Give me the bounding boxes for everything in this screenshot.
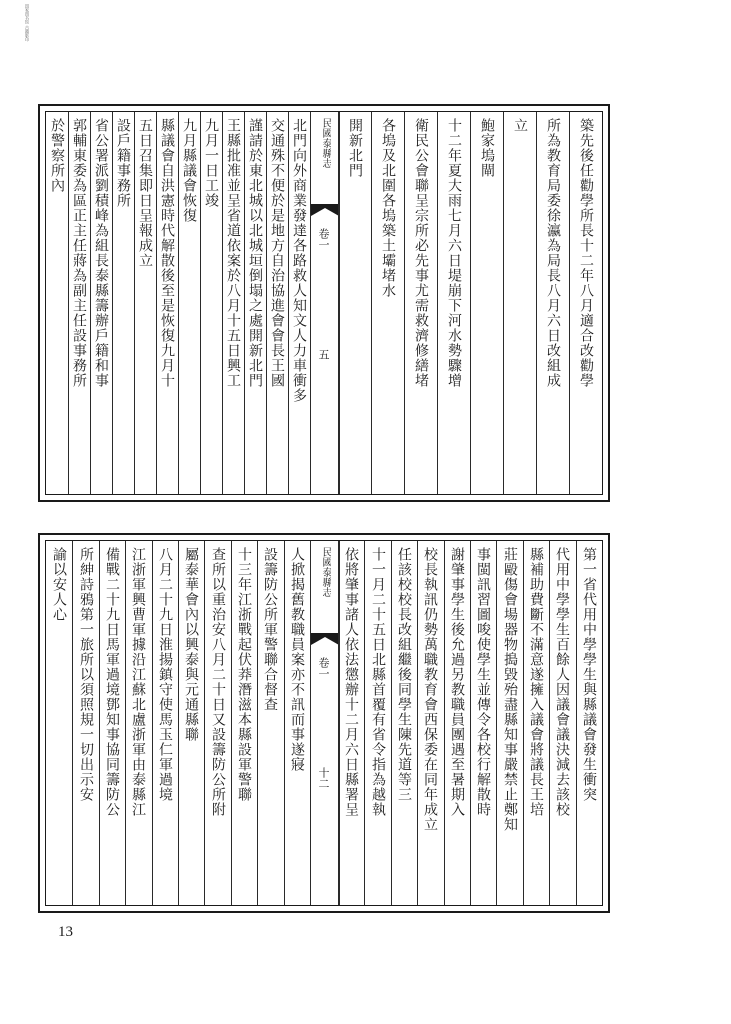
text-column: 省公署派劉積峰為組長泰縣籌辦戶籍和事 — [93, 118, 109, 388]
column-rule — [200, 112, 201, 494]
text-column: 諭以安人心 — [51, 547, 67, 622]
column-rule — [523, 541, 524, 905]
text-column: 第一省代用中學學生與縣議會發生衝突 — [581, 547, 597, 802]
text-column: 莊毆傷會場器物搗毀殆盡縣知事嚴禁止鄭知 — [502, 547, 518, 832]
text-column: 開新北門 — [347, 118, 363, 178]
column-rule — [68, 112, 69, 494]
text-column: 江浙軍興曹軍據沿江蘇北盧浙軍由泰縣江 — [130, 547, 146, 817]
column-rule — [266, 112, 267, 494]
column-rule — [569, 112, 570, 494]
text-column: 依將肇事諸人依法懲辦十二月六日縣署呈 — [343, 547, 359, 817]
text-column: 謝肇事學生後允過另教職員團遇至暑期入 — [449, 547, 465, 817]
column-rule — [338, 112, 339, 494]
text-column: 所為教育局委徐瀛為局長八月六日改組成 — [545, 118, 561, 388]
column-rule — [536, 112, 537, 494]
column-rule — [231, 541, 232, 905]
column-rule — [444, 541, 445, 905]
fishtail-mark-icon — [311, 633, 339, 651]
text-column: 人掀揭舊教職員案亦不訊而事遂寢 — [289, 547, 305, 772]
column-rule — [288, 112, 289, 494]
text-column: 縣議會自洪憲時代解散後至是恢復九月十 — [159, 118, 175, 388]
text-column: 築先後任勸學所長十二年八月適合改勸學 — [578, 118, 594, 388]
column-rule — [99, 541, 100, 905]
text-column: 交通殊不便於是地方自治協進會會長王國 — [269, 118, 285, 388]
column-rule — [576, 541, 577, 905]
text-column: 王縣批准並呈省道依案於八月十五日興工 — [225, 118, 241, 388]
text-column: 五日召集即日呈報成立 — [137, 118, 153, 268]
text-column: 任該校校長改組繼後同學生陳先道等三 — [396, 547, 412, 802]
text-column: 設籌防公所軍警聯合督查 — [262, 547, 278, 712]
top-page-frame — [45, 111, 603, 495]
center-page-number: 五 — [317, 349, 330, 360]
column-rule — [404, 112, 405, 494]
column-rule — [90, 112, 91, 494]
column-rule — [72, 541, 73, 905]
text-column: 設戶籍事務所 — [115, 118, 131, 208]
center-page-number: 十二 — [317, 767, 330, 789]
library-stamp: 国家图书馆 古籍影印 — [25, 4, 30, 42]
column-rule — [437, 112, 438, 494]
column-rule — [496, 541, 497, 905]
text-column: 十三年江浙戰起伏莽潛滋本縣設軍警聯 — [236, 547, 252, 802]
column-rule — [364, 541, 365, 905]
center-title: 民國泰縣志 — [320, 547, 331, 597]
column-rule — [222, 112, 223, 494]
text-column: 於警察所內 — [49, 118, 65, 193]
text-column: 郭輔東委為區正主任蔣為副主任設事務所 — [71, 118, 87, 388]
column-rule — [178, 541, 179, 905]
text-column: 代用中學學生百餘人因議會議決減去該校 — [554, 547, 570, 817]
text-column: 北門向外商業發達各路救人知文人力車衝多 — [291, 118, 307, 403]
text-column: 縣補助費斷不滿意遂擁入議會將議長王培 — [528, 547, 544, 817]
center-fold-band — [310, 112, 340, 494]
center-title: 民國泰縣志 — [320, 118, 331, 168]
column-rule — [338, 541, 339, 905]
column-rule — [257, 541, 258, 905]
fishtail-mark-icon — [311, 204, 339, 222]
column-rule — [470, 112, 471, 494]
text-column: 備戰二十九日馬軍過境鄧知事協同籌防公 — [104, 547, 120, 817]
text-column: 九月一日工竣 — [203, 118, 219, 208]
text-column: 十一月二十五日北縣首覆有省令指為越執 — [370, 547, 386, 817]
column-rule — [134, 112, 135, 494]
text-column: 八月二十九日淮揚鎮守使馬玉仁軍過境 — [157, 547, 173, 802]
column-rule — [284, 541, 285, 905]
text-column: 九月縣議會恢復 — [181, 118, 197, 223]
text-column: 謹請於東北城以北城垣倒塌之處開新北門 — [247, 118, 263, 388]
text-column: 十二年夏大雨七月六日堤崩下河水勢驟增 — [446, 118, 462, 388]
column-rule — [371, 112, 372, 494]
text-column: 各塢及北圍各塢築土壩堵水 — [380, 118, 396, 298]
column-rule — [244, 112, 245, 494]
bottom-page — [38, 533, 610, 913]
center-fold-band — [310, 541, 340, 905]
text-column: 鮑家塢閘 — [479, 118, 495, 178]
column-rule — [152, 541, 153, 905]
column-rule — [391, 541, 392, 905]
text-column: 所紳詩鴉第一旅所以須照規一切出示安 — [78, 547, 94, 802]
column-rule — [549, 541, 550, 905]
text-column: 衛民公會聯呈宗所必先事尤需救濟修繕堵 — [413, 118, 429, 388]
column-rule — [125, 541, 126, 905]
column-rule — [112, 112, 113, 494]
center-volume: 卷一 — [317, 228, 330, 250]
column-rule — [204, 541, 205, 905]
text-column: 查所以重治安八月二十日又設籌防公所附 — [210, 547, 226, 817]
column-rule — [470, 541, 471, 905]
page-number: 13 — [58, 924, 73, 940]
column-rule — [503, 112, 504, 494]
text-column: 事閩訊習圖唆使學生並傳令各校行解散時 — [475, 547, 491, 817]
center-volume: 卷一 — [317, 657, 330, 679]
text-column: 立 — [512, 118, 528, 133]
text-column: 屬泰華會內以興泰與元通縣聯 — [183, 547, 199, 742]
column-rule — [156, 112, 157, 494]
bottom-page-frame — [45, 540, 603, 906]
column-rule — [417, 541, 418, 905]
text-column: 校長執訊仍勢萬職教育會西保委在同年成立 — [422, 547, 438, 832]
column-rule — [178, 112, 179, 494]
top-page — [38, 104, 610, 502]
